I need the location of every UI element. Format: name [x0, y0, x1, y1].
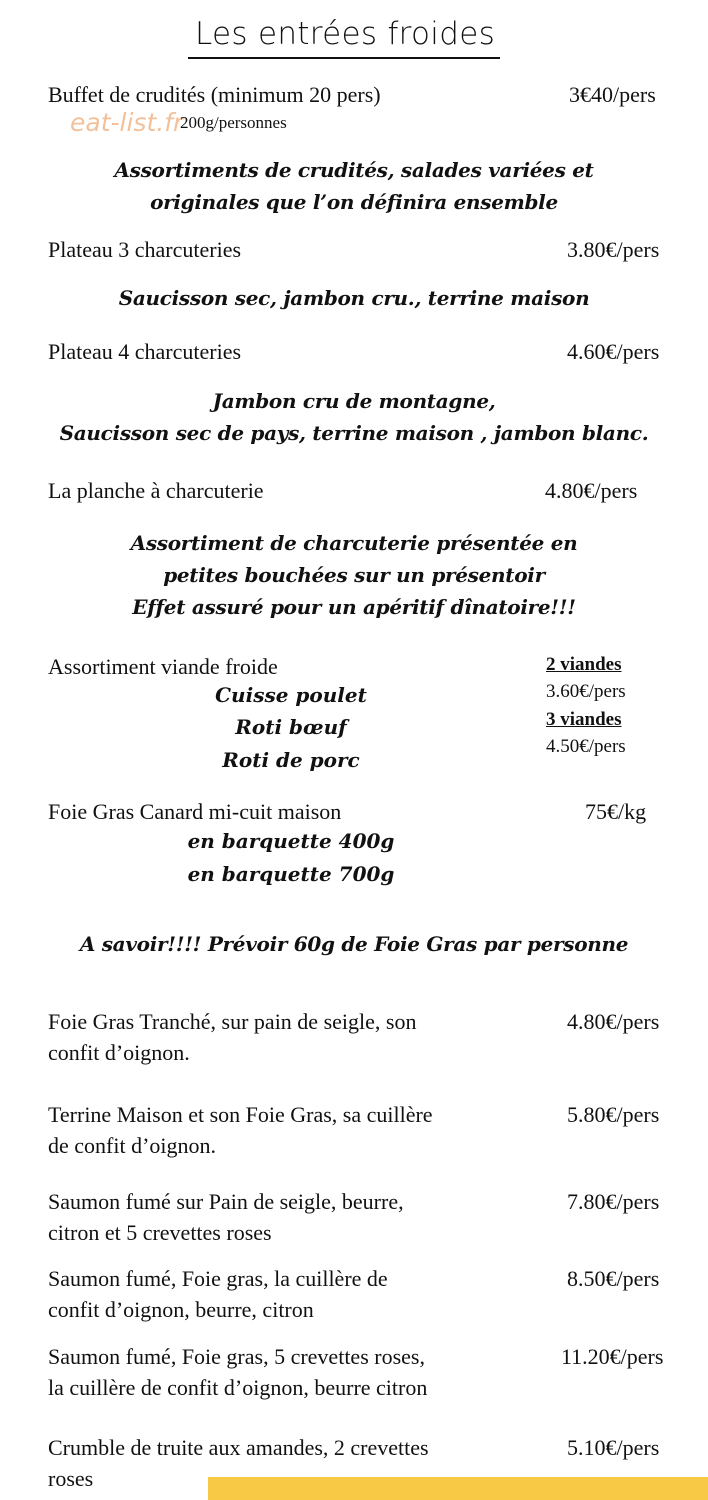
item-3-line-2: citron et 5 crevettes roses: [48, 1220, 272, 1245]
buffet-desc-line-1: Assortiments de crudités, salades variées et: [114, 158, 594, 182]
item-2-line-1: Terrine Maison et son Foie Gras, sa cuillère: [48, 1102, 433, 1127]
viande-sub-line-1: Cuisse poulet: [215, 683, 367, 707]
item-3-line-1: Saumon fumé sur Pain de seigle, beurre,: [48, 1189, 404, 1214]
plateau3-price: 3.80€/pers: [567, 237, 660, 262]
buffet-note: 200g/personnes: [180, 113, 287, 132]
viande-option2-label: 3 viandes: [546, 709, 622, 730]
item-1-line-2: confit d’oignon.: [48, 1040, 190, 1065]
foie-price: 75€/kg: [585, 799, 647, 824]
item-4-line-2: confit d’oignon, beurre, citron: [48, 1297, 314, 1322]
planche-desc-line-2: petites bouchées sur un présentoir: [163, 563, 545, 587]
plateau4-price: 4.60€/pers: [567, 339, 660, 364]
foie-sub-line-2: en barquette 700g: [187, 862, 395, 886]
foie-name: Foie Gras Canard mi-cuit maison: [48, 799, 342, 824]
watermark-logo: eat-list.fr: [70, 108, 184, 137]
item-2-line-2: de confit d’oignon.: [48, 1133, 217, 1158]
item-6-line-2: roses: [48, 1466, 94, 1491]
planche-name: La planche à charcuterie: [48, 478, 264, 503]
yellow-accent-bar: [208, 1477, 708, 1500]
item-1-price: 4.80€/pers: [567, 1009, 660, 1034]
plateau3-desc: Saucisson sec, jambon cru., terrine maison: [118, 286, 590, 310]
planche-desc-line-1: Assortiment de charcuterie présentée en: [130, 531, 578, 555]
viande-option1-label: 2 viandes: [546, 654, 622, 675]
plateau4-desc-line-1: Jambon cru de montagne,: [212, 389, 496, 413]
title-underline: [188, 57, 500, 59]
buffet-price: 3€40/pers: [569, 82, 656, 107]
buffet-name: Buffet de crudités (minimum 20 pers): [48, 82, 381, 107]
item-2-price: 5.80€/pers: [567, 1102, 660, 1127]
item-6-line-1: Crumble de truite aux amandes, 2 crevettes: [48, 1435, 429, 1460]
item-3-price: 7.80€/pers: [567, 1189, 660, 1214]
item-5-price: 11.20€/pers: [561, 1344, 664, 1369]
foie-advice: A savoir!!!! Prévoir 60g de Foie Gras par personne: [79, 932, 629, 956]
planche-desc-line-3: Effet assuré pour un apéritif dînatoire!!!: [132, 595, 576, 619]
plateau4-name: Plateau 4 charcuteries: [48, 339, 242, 364]
viande-sub-line-2: Roti bœuf: [235, 715, 347, 739]
item-6-price: 5.10€/pers: [567, 1435, 660, 1460]
planche-price: 4.80€/pers: [545, 478, 638, 503]
item-5-line-2: la cuillère de confit d’oignon, beurre citron: [48, 1375, 428, 1400]
viande-sub-line-3: Roti de porc: [222, 748, 360, 772]
item-5-line-1: Saumon fumé, Foie gras, 5 crevettes roses,: [48, 1344, 425, 1369]
plateau4-desc-line-2: Saucisson sec de pays, terrine maison , jambon blanc.: [59, 421, 649, 445]
item-4-price: 8.50€/pers: [567, 1266, 660, 1291]
foie-sub-line-1: en barquette 400g: [187, 829, 395, 853]
item-4-line-1: Saumon fumé, Foie gras, la cuillère de: [48, 1266, 388, 1291]
page-title: Les entrées froides: [194, 16, 496, 52]
viande-option1-price: 3.60€/pers: [546, 681, 626, 702]
plateau3-name: Plateau 3 charcuteries: [48, 237, 242, 262]
viande-option2-price: 4.50€/pers: [546, 736, 626, 757]
buffet-desc-line-2: originales que l’on définira ensemble: [150, 190, 558, 214]
viande-name: Assortiment viande froide: [48, 654, 278, 679]
item-1-line-1: Foie Gras Tranché, sur pain de seigle, son: [48, 1009, 417, 1034]
